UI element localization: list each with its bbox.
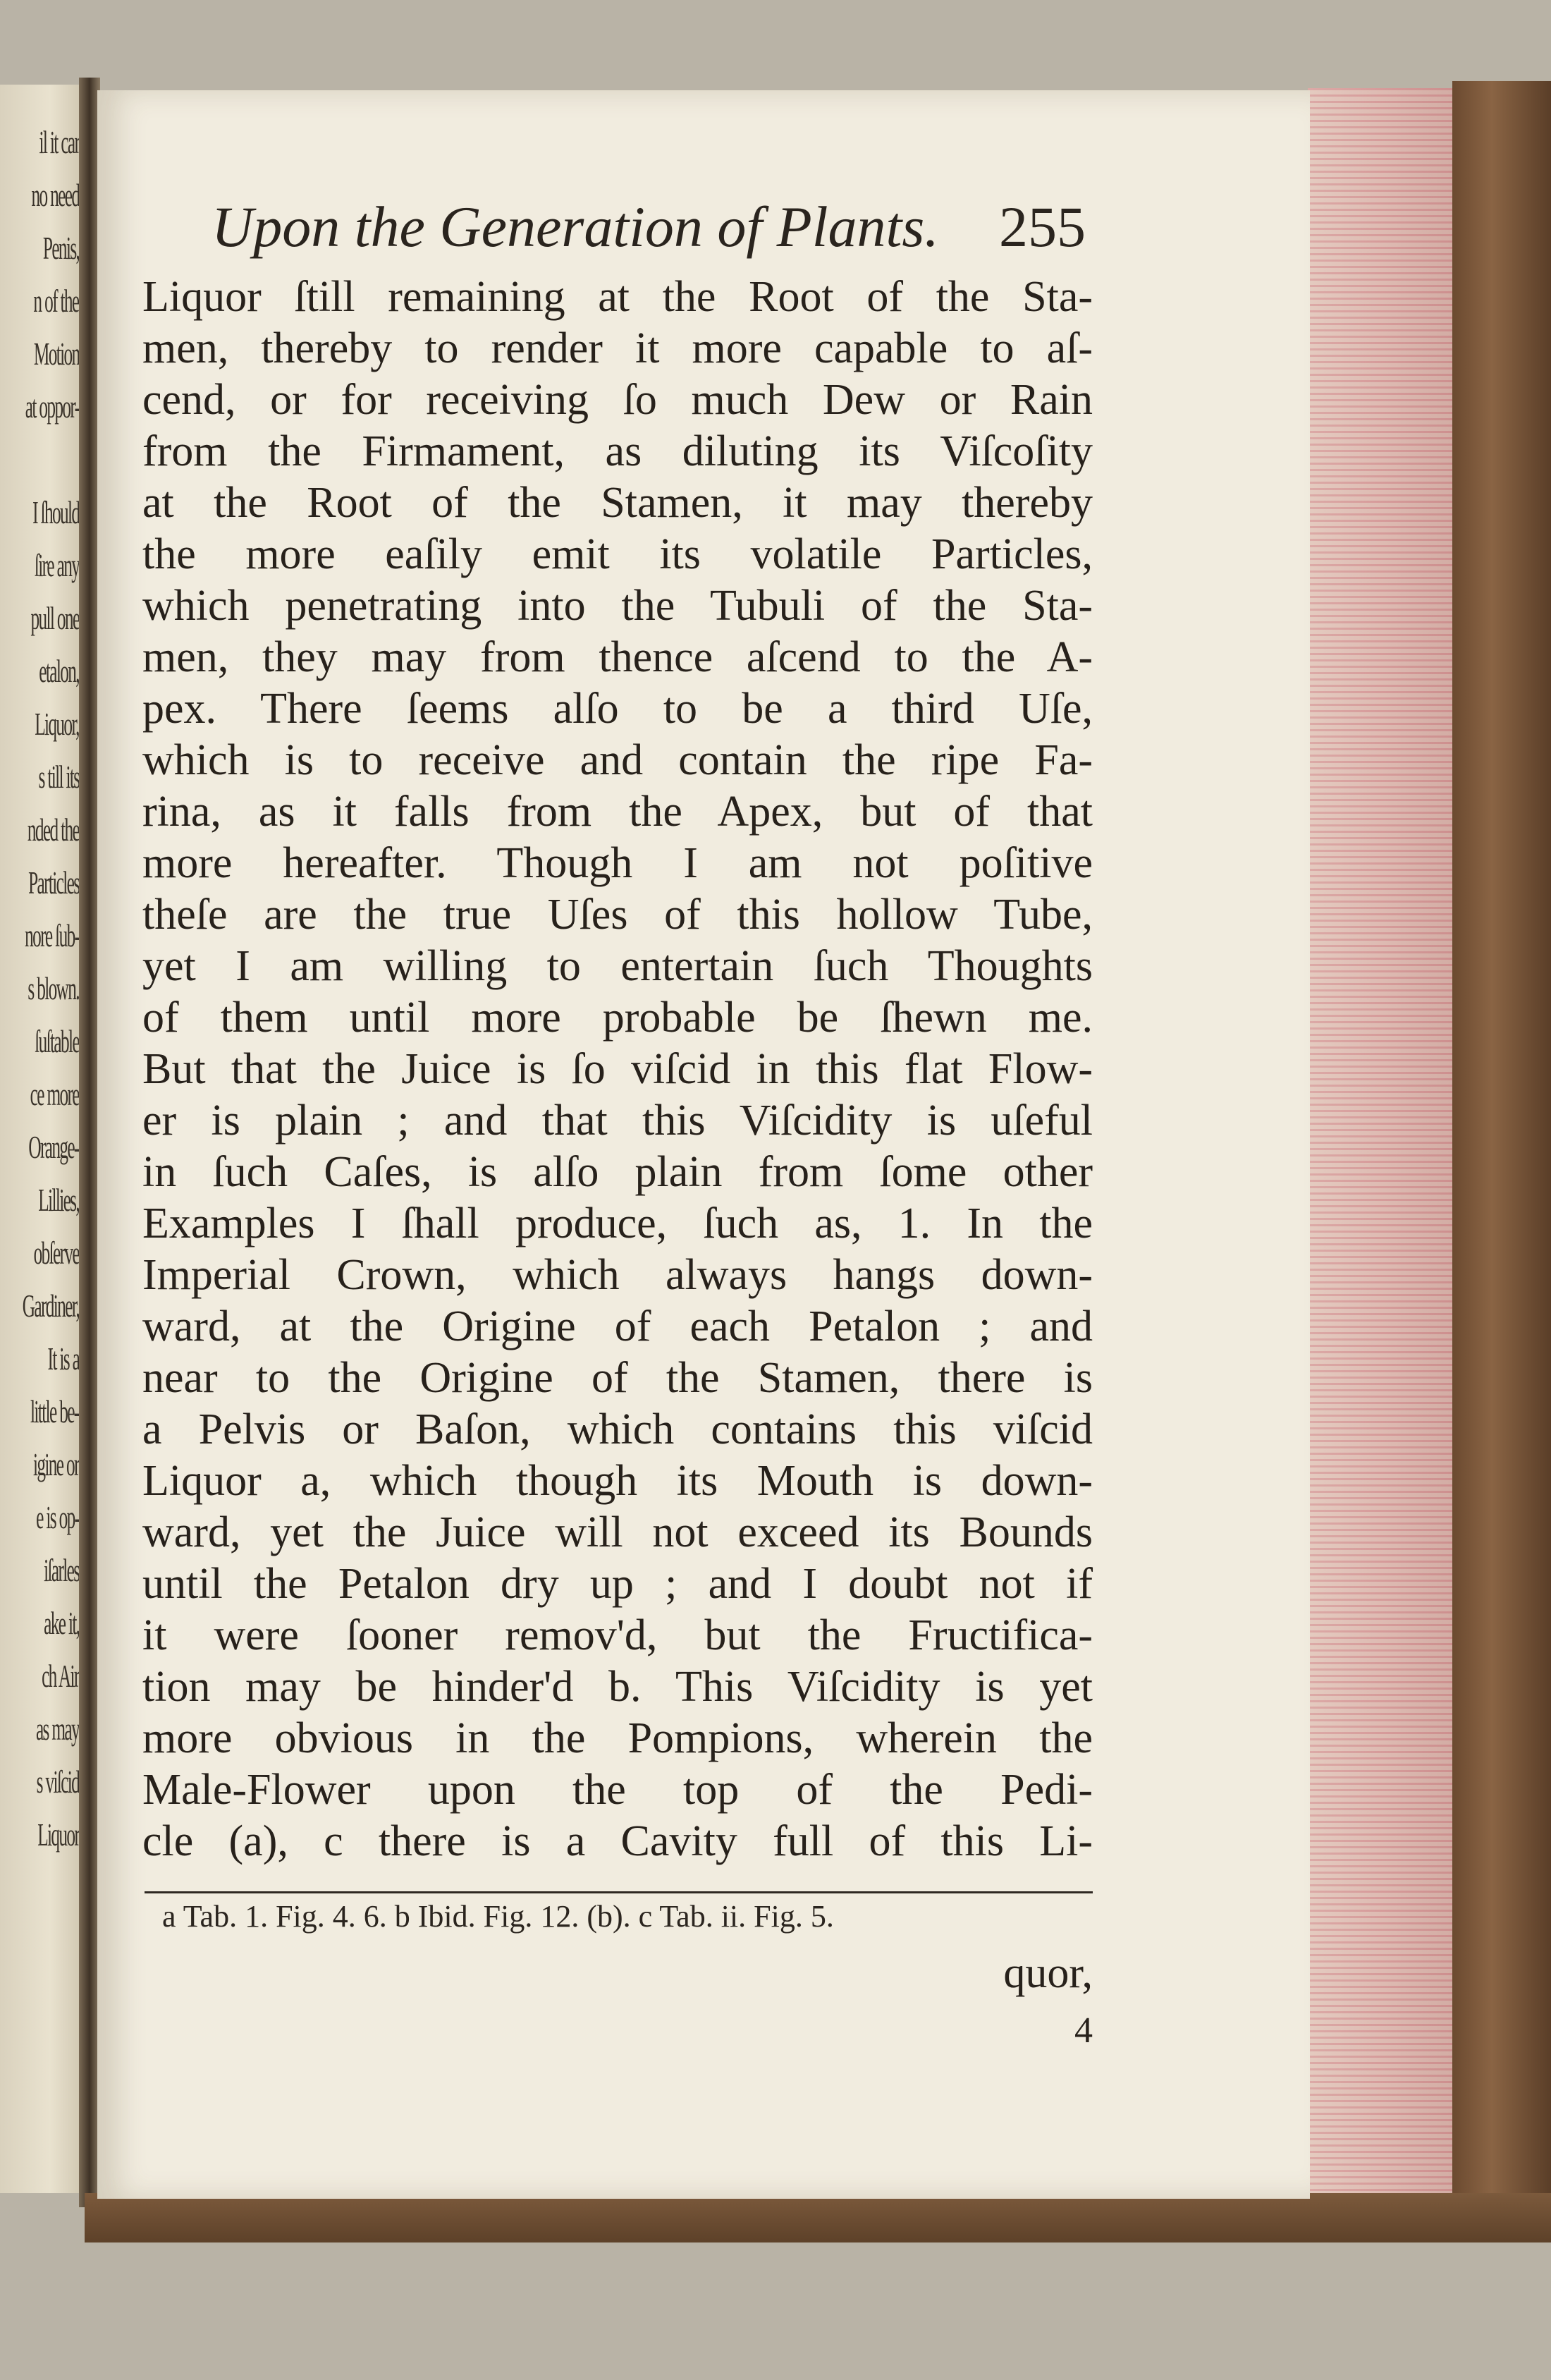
body-line: of them until more probable be ſhewn me. <box>142 994 1093 1042</box>
catchword: quor, <box>1003 1949 1093 1997</box>
facing-page-fragment: ch Air <box>42 1658 79 1694</box>
body-line: at the Root of the Stamen, it may thereby <box>142 479 1093 527</box>
body-line: tion may be hinder'd b. This Viſcidity is yet <box>142 1663 1093 1711</box>
signature-mark: 4 <box>1074 2010 1093 2051</box>
body-line: Liquor a, which though its Mouth is down- <box>142 1457 1093 1505</box>
facing-page-fragment: s viſcid <box>36 1764 79 1800</box>
facing-page-fragment: little be- <box>30 1393 79 1429</box>
running-head <box>212 194 1086 271</box>
facing-page-fragment: Orange- <box>28 1129 79 1165</box>
body-line: from the Firmament, as diluting its Viſcoſity <box>142 427 1093 475</box>
facing-page-fragment: It is a <box>47 1341 79 1377</box>
facing-page-fragment: Motion <box>33 336 79 372</box>
facing-page-fragment: ſire any <box>34 547 79 583</box>
facing-page-sliver <box>0 85 83 2193</box>
facing-page-fragment: Liquor <box>37 1817 79 1853</box>
body-line: Male-Flower upon the top of the Pedi- <box>142 1766 1093 1814</box>
body-line: in ſuch Caſes, is alſo plain from ſome other <box>142 1148 1093 1196</box>
body-line: it were ſooner remov'd, but the Fructifica- <box>142 1611 1093 1659</box>
facing-page-fragment: I ſhould <box>32 494 79 530</box>
facing-page-fragment: s blown. <box>27 970 79 1006</box>
book-cover-edge <box>1452 81 1551 2211</box>
body-text <box>142 271 1093 1867</box>
facing-page-fragment: nore ſub- <box>24 917 79 953</box>
page-fore-edge <box>1308 88 1456 2197</box>
body-line: ward, yet the Juice will not exceed its Bounds <box>142 1508 1093 1556</box>
body-line: Imperial Crown, which always hangs down- <box>142 1251 1093 1299</box>
facing-page-fragment: Lillies, <box>38 1182 79 1218</box>
facing-page-fragment: at oppor- <box>25 389 79 425</box>
page-number: 255 <box>999 195 1086 259</box>
footnotes: a Tab. 1. Fig. 4. 6. b Ibid. Fig. 12. (b). c Tab. ii. Fig. 5. <box>162 1899 834 1934</box>
footnote-rule <box>145 1891 1093 1893</box>
body-line: yet I am willing to entertain ſuch Thoughts <box>142 942 1093 990</box>
body-line: a Pelvis or Baſon, which contains this viſcid <box>142 1405 1093 1453</box>
body-line: Examples I ſhall produce, ſuch as, 1. In the <box>142 1200 1093 1247</box>
body-line: more obvious in the Pompions, wherein the <box>142 1714 1093 1762</box>
facing-page-fragment: il it car <box>39 124 79 160</box>
body-line: cle (a), c there is a Cavity full of this Li- <box>142 1817 1093 1865</box>
body-line: Liquor ſtill remaining at the Root of the Sta- <box>142 273 1093 321</box>
body-line: men, they may from thence aſcend to the A- <box>142 633 1093 681</box>
facing-page-fragment: s till its <box>37 759 79 795</box>
facing-page-fragment: igine or <box>33 1446 79 1482</box>
facing-page-fragment: as may <box>35 1711 79 1747</box>
facing-page-fragment: pull one <box>30 600 79 636</box>
running-head-title: Upon the Generation of Plants. <box>212 195 939 259</box>
facing-page-fragment: Particles <box>27 865 79 901</box>
facing-page-fragment: etalon, <box>39 653 79 689</box>
body-line: ward, at the Origine of each Petalon ; and <box>142 1302 1093 1350</box>
body-line: pex. There ſeems alſo to be a third Uſe, <box>142 685 1093 733</box>
body-line: rina, as it falls from the Apex, but of that <box>142 788 1093 836</box>
facing-page-fragment: n of the <box>33 283 79 319</box>
facing-page-fragment: obſerve <box>33 1235 79 1271</box>
facing-page-fragment: no need <box>31 177 79 213</box>
body-line: near to the Origine of the Stamen, there is <box>142 1354 1093 1402</box>
facing-page-fragment: e is op- <box>35 1499 79 1535</box>
body-line: men, thereby to render it more capable to aſ- <box>142 324 1093 372</box>
body-line: er is plain ; and that this Viſcidity is uſeful <box>142 1097 1093 1145</box>
facing-page-fragment: ake it, <box>43 1605 79 1641</box>
facing-page-fragment: nded the <box>27 812 79 848</box>
body-line: until the Petalon dry up ; and I doubt not if <box>142 1560 1093 1608</box>
body-line: the more eaſily emit its volatile Particles, <box>142 530 1093 578</box>
facing-page-fragment: Gardiner, <box>22 1288 79 1324</box>
facing-page-fragment: Penis, <box>42 230 79 266</box>
body-line: which penetrating into the Tubuli of the Sta- <box>142 582 1093 630</box>
body-line: theſe are the true Uſes of this hollow Tube, <box>142 891 1093 939</box>
body-line: which is to receive and contain the ripe Fa- <box>142 736 1093 784</box>
book-cover-bottom <box>85 2193 1551 2242</box>
body-line: But that the Juice is ſo viſcid in this flat Flow- <box>142 1045 1093 1093</box>
body-line: more hereafter. Though I am not poſitive <box>142 839 1093 887</box>
facing-page-fragment: Liquor, <box>35 706 79 742</box>
facing-page-fragment: iſarles <box>43 1552 79 1588</box>
facing-page-fragment: ſuſtable <box>35 1023 79 1059</box>
facing-page-fragment: ce more <box>30 1076 79 1112</box>
body-line: cend, or for receiving ſo much Dew or Rain <box>142 376 1093 424</box>
